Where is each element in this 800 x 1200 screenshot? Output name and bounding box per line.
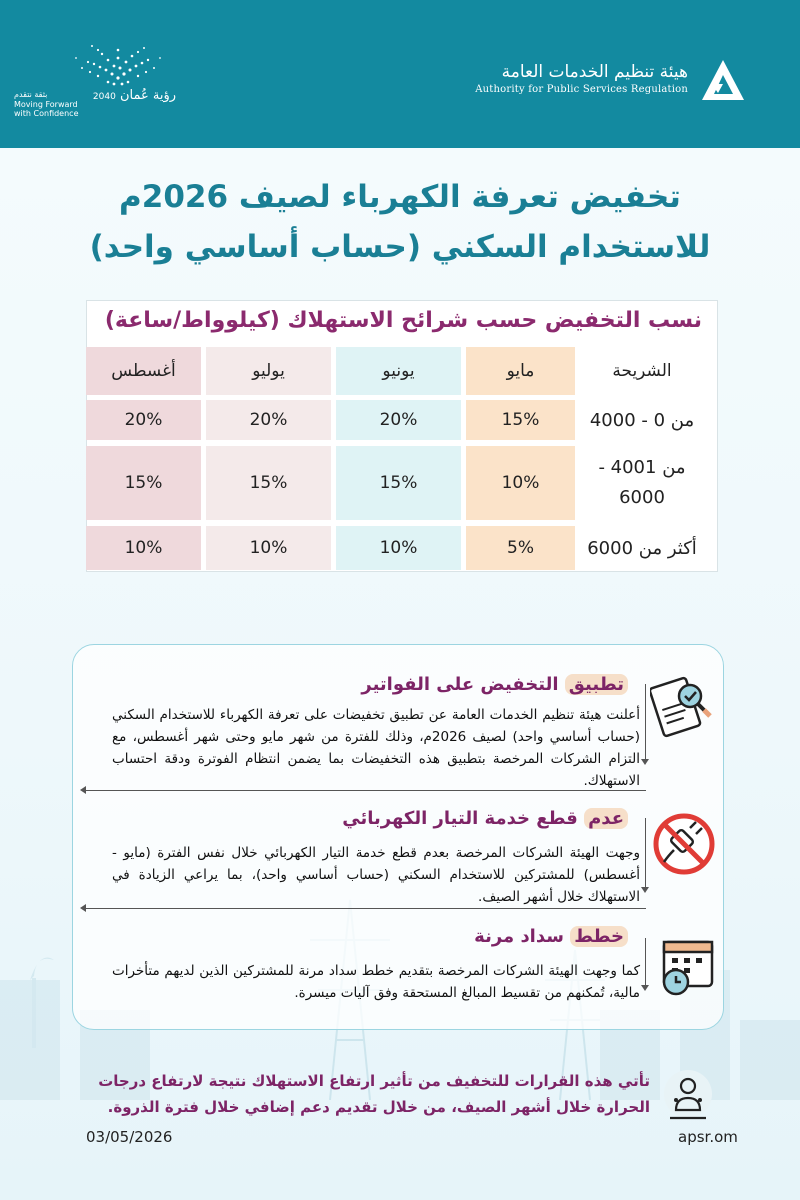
table-row-tier: أكثر من 6000 [587, 537, 697, 559]
table-cell: 10% [466, 446, 575, 520]
table-cell: 10% [206, 526, 331, 570]
col-header-tier: الشريحة [612, 361, 672, 381]
section-text-payment-plans: كما وجهت الهيئة الشركات المرخصة بتقديم خطط سداد مرنة للمشتركين الذين لديهم متأخرات مالية، تُمكنهم من تقسيط المبالغ المستحقة وفق آليات ميسرة. [112, 963, 640, 1001]
table-heading-bar [86, 300, 718, 346]
col-header-august: أغسطس [86, 347, 201, 395]
table-cell: 15% [86, 446, 201, 520]
table-cell: 20% [206, 400, 331, 440]
section-text-no-cutoff: وجهت الهيئة الشركات المرخصة بعدم قطع خدمة التيار الكهربائي خلال نفس الفترة (مايو - أغسطس) للمشتركين للاستخدام السكني (حساب أساسي واحد)، بما يراعي الزيادة في الاستهلاك خلال أشهر الصيف. [112, 845, 640, 905]
section-connector [645, 818, 646, 888]
oman-vision-label: رؤية عُمان 2040 [92, 88, 176, 103]
table-heading: نسب التخفيض حسب شرائح الاستهلاك (كيلوواط/ساعة) [104, 308, 702, 333]
section-divider [82, 908, 646, 909]
table-cell: 15% [206, 446, 331, 520]
calendar-clock-icon [656, 934, 720, 998]
col-header-july: يوليو [206, 347, 331, 395]
website-link[interactable]: apsr.om [678, 1128, 738, 1146]
footer-note: تأتي هذه القرارات للتخفيف من تأثير ارتفاع الاستهلاك نتيجة لارتفاع درجات الحرارة خلال أشهر الصيف، من خلال تقديم دعم إضافي خلال فترة الذروة. [98, 1072, 650, 1116]
authority-name-ar: هيئة تنظيم الخدمات العامة [501, 62, 688, 82]
col-header-may: مايو [466, 347, 575, 395]
invoice-check-icon [650, 672, 716, 738]
no-plug-icon [652, 812, 716, 876]
section-divider [82, 790, 646, 791]
apsr-logo-icon [700, 58, 746, 104]
oman-vision-tagline-ar: بثقة نتقدم [14, 90, 48, 99]
table-cell: 15% [336, 446, 461, 520]
page-title: تخفيض تعرفة الكهرباء لصيف 2026م للاستخدام السكني (حساب أساسي واحد) [89, 179, 711, 265]
publish-date: 03/05/2026 [86, 1128, 173, 1146]
section-title-payment-plans: خطط سداد مرنة [474, 926, 628, 947]
authority-name-en: Authority for Public Services Regulation [475, 84, 688, 95]
table-row-tier: من 0 - 4000 [589, 409, 695, 431]
section-connector [645, 684, 646, 760]
table-cell: 5% [466, 526, 575, 570]
oman-vision-tagline-en: Moving Forward with Confidence [14, 100, 79, 118]
section-connector [645, 938, 646, 986]
table-cell: 10% [86, 526, 201, 570]
table-row-tier: من 4001 - 6000 [598, 457, 686, 508]
table-cell: 10% [336, 526, 461, 570]
section-title-billing: تطبيق التخفيض على الفواتير [361, 674, 628, 695]
table-cell: 20% [86, 400, 201, 440]
table-cell: 15% [466, 400, 575, 440]
col-header-june: يونيو [336, 347, 461, 395]
person-support-icon [662, 1066, 714, 1128]
table-cell: 20% [336, 400, 461, 440]
section-title-no-cutoff: عدم قطع خدمة التيار الكهربائي [342, 808, 628, 829]
header-band [0, 0, 800, 148]
section-text-billing: أعلنت هيئة تنظيم الخدمات العامة عن تطبيق تخفيضات على تعرفة الكهرباء للاستخدام السكني (حساب أساسي واحد) لصيف 2026م، وذلك للفترة من شهر مايو وحتى شهر أغسطس، مع التزام الشركات المرخصة بتطبيق هذه التخفيضات بما يضمن انتظام الفوترة ودقة احتساب الاستهلاك. [112, 707, 640, 789]
